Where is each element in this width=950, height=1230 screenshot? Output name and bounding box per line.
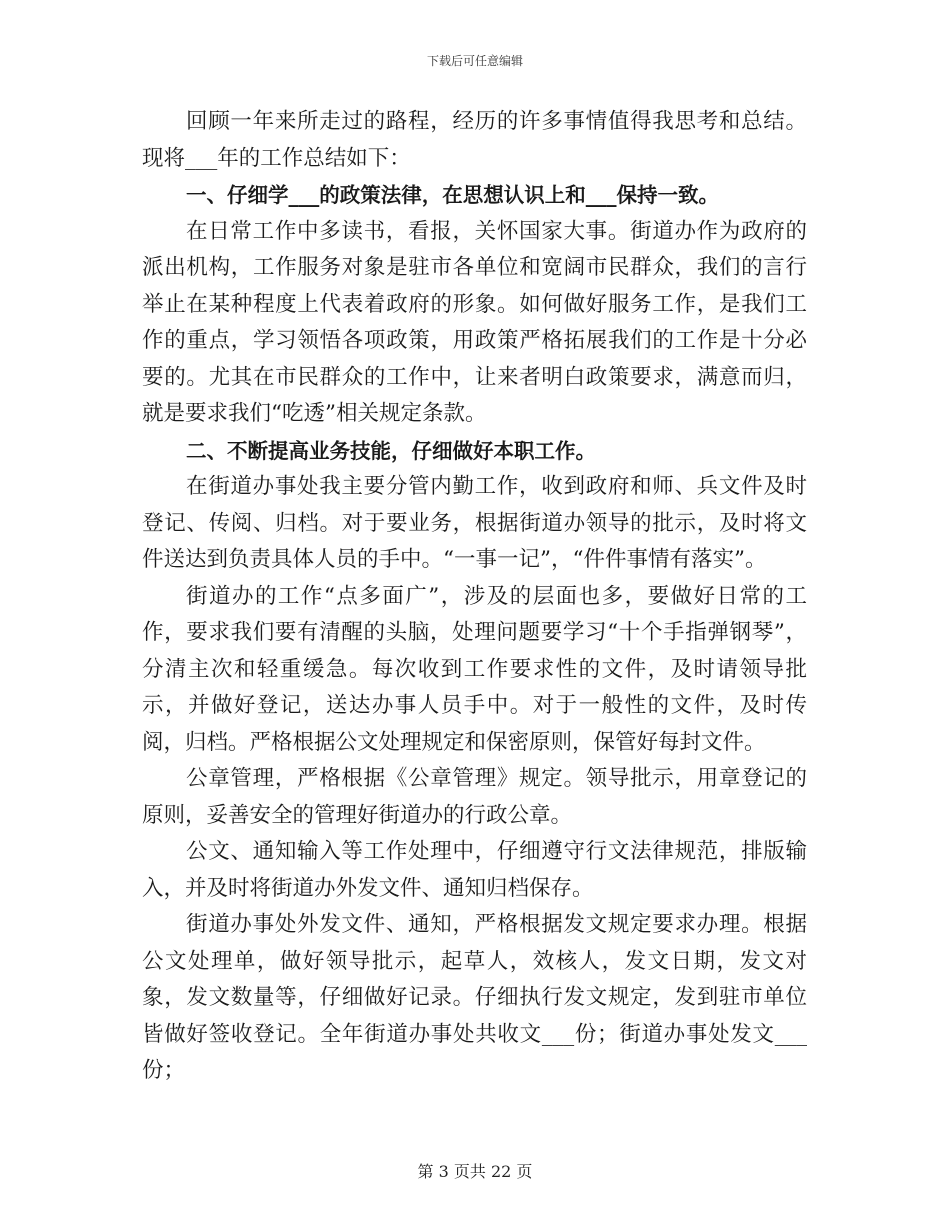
- document-body: [142, 104, 807, 1090]
- paragraph-study: 在日常工作中多读书，看报，关怀国家大事。街道办作为政府的派出机构，工作服务对象是驻市各单位和宽阔市民群众，我们的言行举止在某种程度上代表着政府的形象。如何做好服务工作，是我们工作的重点，学习领悟各项政策，用政策严格拓展我们的工作是十分必要的。尤其在市民群众的工作中，让来者明白政策要求，满意而归，就是要求我们“吃透”相关规定条款。: [142, 218, 807, 426]
- paragraph-document-input: 公文、通知输入等工作处理中，仔细遵守行文法律规范，排版输入，并及时将街道办外发文件、通知归档保存。: [142, 839, 807, 901]
- paragraph-intro: 回顾一年来所走过的路程，经历的许多事情值得我思考和总结。现将___年的工作总结如下：: [142, 109, 807, 171]
- page-footer: 第 3 页共 22 页: [417, 1162, 533, 1181]
- paragraph-internal-work: 在街道办事处我主要分管内勤工作，收到政府和师、兵文件及时登记、传阅、归档。对于要业务，根据街道办领导的批示，及时将文件送达到负责具体人员的手中。“一事一记”，“件件事情有落实”。: [142, 474, 807, 572]
- page-header: 下载后可任意编辑: [426, 54, 523, 68]
- section-heading-1: 一、仔细学___的政策法律，在思想认识上和___保持一致。: [186, 183, 719, 207]
- paragraph-seal-management: 公章管理，严格根据《公章管理》规定。领导批示，用章登记的原则，妥善安全的管理好街道办的行政公章。: [142, 766, 807, 828]
- paragraph-outgoing-documents: 街道办事处外发文件、通知，严格根据发文规定要求办理。根据公文处理单，做好领导批示，起草人，效核人，发文日期，发文对象，发文数量等，仔细做好记录。仔细执行发文规定，发到驻市单位皆做好签收登记。全年街道办事处共收文___份；街道办事处发文___份；: [142, 912, 807, 1083]
- section-heading-2: 二、不断提高业务技能，仔细做好本职工作。: [186, 438, 596, 463]
- paragraph-daily-work: 街道办的工作“点多面广”，涉及的层面也多，要做好日常的工作，要求我们要有清醒的头脑，处理问题要学习“十个手指弹钢琴”，分清主次和轻重缓急。每次收到工作要求性的文件，及时请领导批示，并做好登记，送达办事人员手中。对于一般性的文件，及时传阅，归档。严格根据公文处理规定和保密原则，保管好每封文件。: [142, 583, 807, 755]
